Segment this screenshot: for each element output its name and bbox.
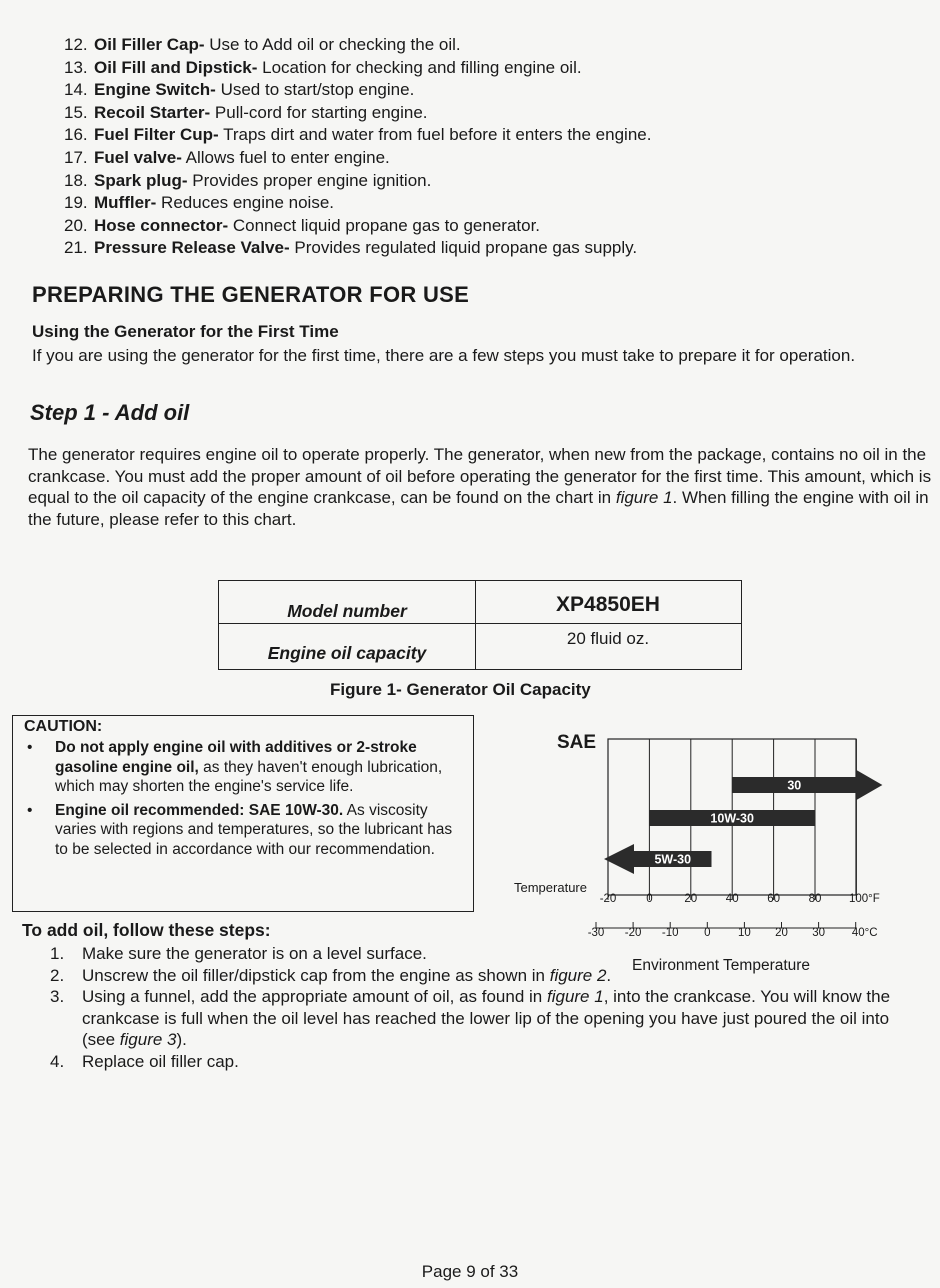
oil-capacity-value: 20 fluid oz. — [566, 629, 650, 648]
tick-label: -20 — [599, 893, 617, 905]
page-number: Page 9 of 33 — [421, 1262, 519, 1281]
list-item: 15. Recoil Starter- Pull-cord for starting engine. — [64, 102, 428, 122]
first-time-heading: Using the Generator for the First Time — [32, 322, 339, 341]
oil-bar-label: 30 — [787, 778, 802, 793]
tick-label: 30 — [812, 927, 825, 939]
steps-list — [50, 943, 920, 1072]
tick-label: 20 — [684, 893, 698, 905]
list-item: 13. Oil Fill and Dipstick- Location for checking and filling engine oil. — [64, 57, 582, 77]
list-item: 19. Muffler- Reduces engine noise. — [64, 193, 335, 213]
steps-heading: To add oil, follow these steps: — [22, 920, 271, 940]
tick-label: -10 — [661, 927, 679, 939]
celsius-ticks — [588, 922, 878, 939]
list-item: 12. Oil Filler Cap- Use to Add oil or checking the oil. — [64, 35, 461, 54]
tick-label: 40°C — [851, 927, 878, 939]
caution-box — [12, 715, 474, 912]
oil-bar-label: 5W-30 — [654, 852, 692, 867]
list-item: 4. Replace oil filler cap. — [50, 1051, 239, 1071]
list-item: 3. Using a funnel, add the appropriate amount of oil, as found in figure 1, into the crankcase. You will know the crankcase is full when the oil level has reached the lower lip of the opening you have just poured the oil into (see figure 3). — [50, 987, 891, 1049]
temperature-label: Temperature — [514, 880, 587, 895]
table-divider — [219, 623, 741, 624]
model-number-value: XP4850EH — [556, 593, 660, 616]
list-item: • Engine oil recommended: SAE 10W-30. As viscosity varies with regions and temperatures, so the lubricant has to be selected in accordance with our recommendation. — [27, 801, 453, 858]
oil-capacity-label: Engine oil capacity — [267, 643, 427, 663]
tick-label: 80 — [808, 893, 822, 905]
list-item: 16. Fuel Filter Cup- Traps dirt and water from fuel before it enters the engine. — [64, 125, 652, 145]
list-item: • Do not apply engine oil with additives or 2-stroke gasoline engine oil, as they haven't enough lubrication, which may shorten the engine's service life. — [27, 739, 443, 795]
caution-title: CAUTION: — [24, 718, 103, 735]
first-time-text: If you are using the generator for the first time, there are a few steps you must take to prepare it for operation. — [32, 346, 856, 365]
list-item: 21. Pressure Release Valve- Provides regulated liquid propane gas supply. — [64, 238, 638, 258]
tick-label: 100°F — [848, 893, 880, 905]
environment-temperature-label: Environment Temperature — [632, 957, 811, 974]
tick-label: 0 — [646, 893, 653, 905]
figure-caption: Figure 1- Generator Oil Capacity — [330, 680, 591, 699]
list-item: 18. Spark plug- Provides proper engine ignition. — [64, 170, 432, 190]
bullet-icon: • — [27, 801, 33, 819]
list-item: 2. Unscrew the oil filler/dipstick cap from the engine as shown in figure 2. — [50, 965, 612, 985]
sae-label: SAE — [557, 732, 597, 753]
tick-label: 10 — [738, 927, 751, 939]
tick-label: -30 — [587, 927, 605, 939]
step1-paragraph: The generator requires engine oil to operate properly. The generator, when new from the package, contains no oil in the crankcase. You must add the proper amount of oil before operating the generator for the first time. This amount, which is equal to the oil capacity of the engine crankcase, can be found on the chart in figure 1. When filling the engine with oil in the future, please refer to this chart. — [28, 445, 932, 529]
list-item: 14. Engine Switch- Used to start/stop engine. — [64, 80, 415, 100]
viscosity-chart — [500, 725, 920, 980]
tick-label: 20 — [775, 927, 788, 939]
tick-label: 0 — [704, 927, 711, 939]
bullet-icon: • — [27, 739, 33, 756]
oil-bar-30 — [732, 770, 882, 800]
caution-list — [21, 738, 466, 863]
list-item: 17. Fuel valve- Allows fuel to enter engine. — [64, 147, 390, 167]
list-item: 1. Make sure the generator is on a level surface. — [50, 944, 427, 963]
model-number-label: Model number — [287, 601, 407, 621]
section-title: PREPARING THE GENERATOR FOR USE — [32, 282, 470, 307]
oil-bars — [604, 770, 882, 874]
tick-label: -20 — [624, 927, 642, 939]
list-item: 20. Hose connector- Connect liquid propane gas to generator. — [64, 215, 541, 235]
parts-list — [64, 34, 924, 260]
tick-label: 60 — [767, 893, 780, 905]
oil-bar-label: 10W-30 — [710, 811, 754, 826]
oil-capacity-table — [218, 580, 742, 670]
step1-heading: Step 1 - Add oil — [30, 400, 190, 425]
tick-label: 40 — [725, 893, 739, 905]
